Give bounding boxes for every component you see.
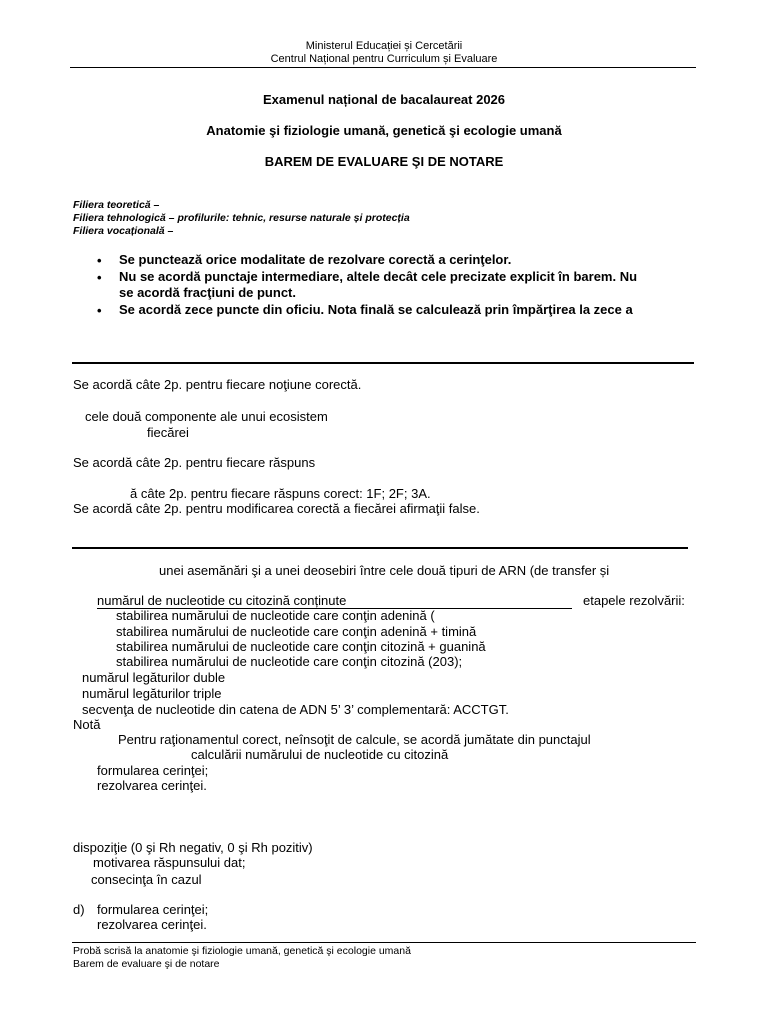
s1-line-5: ă câte 2p. pentru fiecare răspuns corect: 1F; 2F; 3A. (130, 486, 431, 501)
filiera-teoretica: Filiera teoretică – (73, 199, 160, 211)
s2-legaturi-duble: numărul legăturilor duble (82, 670, 226, 685)
s1-line-3: fiecărei (147, 425, 189, 440)
s1-line-1: Se acordă câte 2p. pentru fiecare noţiune corectă. (73, 377, 362, 392)
s2-legaturi-triple: numărul legăturilor triple (82, 686, 222, 701)
section-divider-1 (72, 362, 694, 364)
s2-intro: unei asemănări şi a unei deosebiri între cele două tipuri de ARN (de transfer și (159, 563, 610, 578)
filiera-tehnologica: Filiera tehnologică – profilurile: tehnic, resurse naturale și protecția (73, 212, 410, 224)
bullet-icon: • (97, 270, 102, 285)
header-center: Centrul Național pentru Curriculum și Evaluare (270, 53, 498, 65)
rule-2-continued: se acordă fracţiuni de punct. (119, 285, 296, 300)
s2-nota-label: Notă (73, 717, 101, 732)
s2-secventa: secvenţa de nucleotide din catena de ADN 5’ 3’ complementară: ACCTGT. (82, 702, 509, 717)
s2-step-2: stabilirea numărului de nucleotide care conţin adenină + timină (116, 624, 477, 639)
s1-line-4: Se acordă câte 2p. pentru fiecare răspuns (73, 455, 316, 470)
header-ministry: Ministerul Educației și Cercetării (305, 40, 463, 52)
s2-nota-line-2: calculării numărului de nucleotide cu citozină (191, 747, 449, 762)
s2-step-3: stabilirea numărului de nucleotide care conţin citozină + guanină (116, 639, 486, 654)
footer-line-1: Probă scrisă la anatomie şi fiziologie umană, genetică şi ecologie umană (73, 945, 411, 957)
bullet-icon: • (97, 303, 102, 318)
header-divider (70, 67, 696, 68)
footer-line-2: Barem de evaluare şi de notare (73, 958, 220, 970)
s2-nota-line-1: Pentru raţionamentul corect, neînsoţit de calcule, se acordă jumătate din punctajul (118, 732, 591, 747)
s3-d-rezolvarea: rezolvarea cerinţei. (97, 917, 207, 932)
s2-etape: etapele rezolvării: (583, 593, 685, 608)
filiera-vocationala: Filiera vocațională – (73, 225, 174, 237)
s2-step-1: stabilirea numărului de nucleotide care conţin adenină ( (116, 608, 435, 623)
subject-title: Anatomie şi fiziologie umană, genetică şi ecologie umană (206, 123, 562, 138)
rule-3: Se acordă zece puncte din oficiu. Nota finală se calculează prin împărţirea la zece a (119, 302, 633, 317)
s2-step-4: stabilirea numărului de nucleotide care conţin citozină (203); (116, 654, 463, 669)
rule-2: Nu se acordă punctaje intermediare, altele decât cele precizate explicit în barem. Nu (119, 269, 638, 284)
bullet-icon: • (97, 253, 102, 268)
s3-d-formularea: formularea cerinţei; (97, 902, 209, 917)
exam-title: Examenul național de bacalaureat 2026 (262, 92, 506, 107)
s1-line-6: Se acordă câte 2p. pentru modificarea corectă a fiecărei afirmaţii false. (73, 501, 480, 516)
s2-nucleotide-title: numărul de nucleotide cu citozină conținute (97, 593, 347, 608)
barem-title: BAREM DE EVALUARE ŞI DE NOTARE (264, 154, 504, 169)
s3-motivarea: motivarea răspunsului dat; (93, 855, 246, 870)
s3-dispozitie: dispoziţie (0 şi Rh negativ, 0 şi Rh pozitiv) (73, 840, 313, 855)
footer-divider (72, 942, 696, 943)
s2-formularea: formularea cerinţei; (97, 763, 209, 778)
s1-line-2: cele două componente ale unui ecosistem (85, 409, 328, 424)
s2-rezolvarea: rezolvarea cerinţei. (97, 778, 207, 793)
s3-consecinta: consecinţa în cazul (91, 872, 202, 887)
rule-1: Se punctează orice modalitate de rezolvare corectă a cerinţelor. (119, 252, 512, 267)
section-divider-2 (72, 547, 688, 549)
s3-d-label: d) (73, 902, 85, 917)
